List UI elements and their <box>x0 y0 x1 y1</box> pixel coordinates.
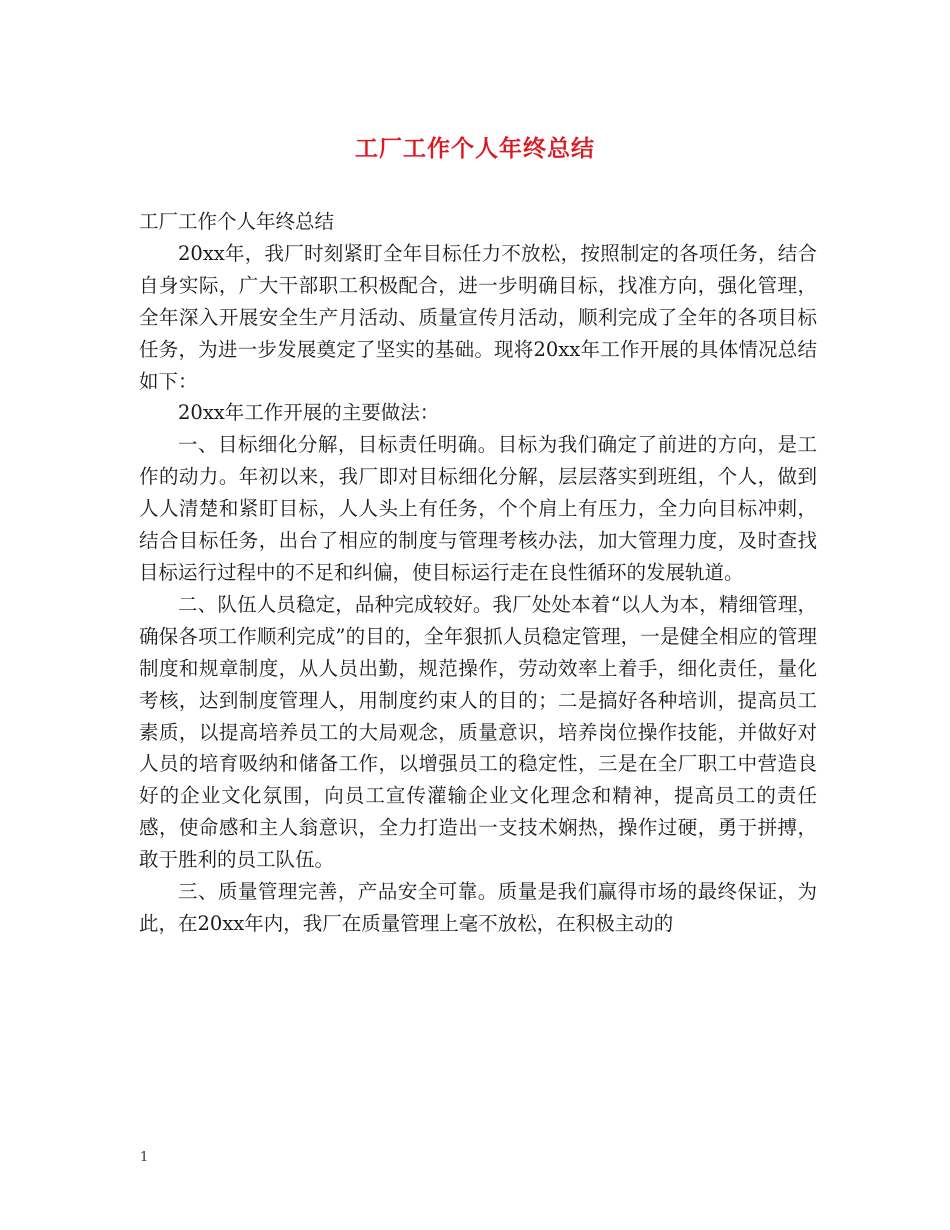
paragraph-main-methods: 20xx年工作开展的主要做法： <box>178 401 440 425</box>
document-body <box>139 206 817 940</box>
paragraph-section-three: 三、质量管理完善，产品安全可靠。质量是我们赢得市场的最终保证，为此，在20xx年内，我厂在质量管理上毫不放松，在积极主动的 <box>139 880 817 935</box>
document-subtitle: 工厂工作个人年终总结 <box>139 210 335 233</box>
paragraph-section-two: 二、队伍人员稳定，品种完成较好。我厂处处本着“以人为本，精细管理，确保各项工作顺利完成”的目的，全年狠抓人员稳定管理，一是健全相应的管理制度和规章制度，从人员出勤，规范操作，劳动效率上着手，细化责任，量化考核，达到制度管理人，用制度约束人的目的；二是搞好各种培训，提高员工素质，以提高培养员工的大局观念，质量意识，培养岗位操作技能，并做好对人员的培育吸纳和储备工作，以增强员工的稳定性，三是在全厂职工中营造良好的企业文化氛围，向员工宣传灌输企业文化理念和精神，提高员工的责任感，使命感和主人翁意识，全力打造出一支技术娴热，操作过硬，勇于拼搏，敢于胜利的员工队伍。 <box>139 592 817 872</box>
document-title: 工厂工作个人年终总结 <box>355 135 595 162</box>
page-number: 1 <box>140 1150 149 1165</box>
paragraph-intro: 20xx年，我厂时刻紧盯全年目标任力不放松，按照制定的各项任务，结合自身实际，广大干部职工积极配合，进一步明确目标，找准方向，强化管理，全年深入开展安全生产月活动、质量宣传月活动，顺利完成了全年的各项目标任务，为进一步发展奠定了坚实的基础。现将20xx年工作开展的具体情况总结如下： <box>139 241 817 393</box>
paragraph-section-one: 一、目标细化分解，目标责任明确。目标为我们确定了前进的方向，是工作的动力。年初以来，我厂即对目标细化分解，层层落实到班组，个人，做到人人清楚和紧盯目标，人人头上有任务，个个肩上有压力，全力向目标冲刺，结合目标任务，出台了相应的制度与管理考核办法，加大管理力度，及时查找目标运行过程中的不足和纠偏，使目标运行走在良性循环的发展轨道。 <box>139 433 817 584</box>
